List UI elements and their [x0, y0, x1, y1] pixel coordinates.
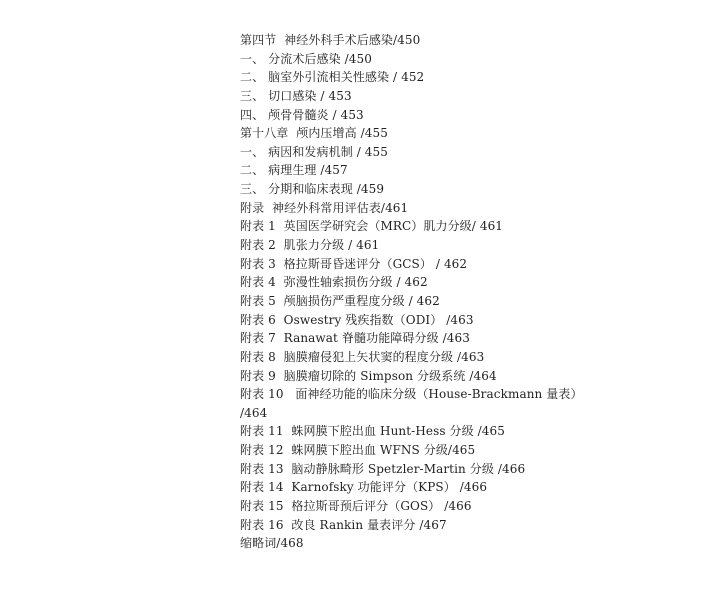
toc-appendix-table: 附表 8 脑膜瘤侵犯上矢状窦的程度分级 /463	[240, 349, 485, 364]
toc-appendix-table: 附表 14 Karnofsky 功能评分（KPS） /466	[240, 480, 488, 495]
toc-appendix-table: 附表 7 Ranawat 脊髓功能障碍分级 /463	[240, 331, 470, 346]
toc-appendix-table: 附表 4 弥漫性轴索损伤分级 / 462	[240, 275, 428, 290]
toc-appendix-table: 附表 12 蛛网膜下腔出血 WFNS 分级/465	[240, 443, 476, 458]
toc-abbreviations: 缩略词/468	[240, 536, 304, 551]
toc-appendix-table: 附表 15 格拉斯哥预后评分（GOS） /466	[240, 499, 472, 514]
toc-appendix-table: 附表 6 Oswestry 残疾指数（ODI） /463	[240, 312, 474, 327]
toc-chapter-heading: 第十八章 颅内压增高 /455	[240, 126, 388, 141]
toc-appendix-table: 附表 2 肌张力分级 / 461	[240, 238, 380, 253]
table-of-contents	[240, 31, 700, 553]
toc-appendix-table: 附表 5 颅脑损伤严重程度分级 / 462	[240, 293, 440, 308]
toc-item: 三、 切口感染 / 453	[240, 88, 352, 103]
toc-appendix-table: 附表 16 改良 Rankin 量表评分 /467	[240, 517, 447, 532]
toc-appendix-table: 附表 13 脑动静脉畸形 Spetzler-Martin 分级 /466	[240, 461, 526, 476]
toc-appendix-table: 附表 1 英国医学研究会（MRC）肌力分级/ 461	[240, 219, 504, 234]
toc-item: 一、 病因和发病机制 / 455	[240, 144, 388, 159]
toc-item: 三、 分期和临床表现 /459	[240, 182, 385, 197]
toc-item: 四、 颅骨骨髓炎 / 453	[240, 107, 364, 122]
toc-section-heading: 第四节 神经外科手术后感染/450	[240, 33, 421, 47]
toc-item: 二、 脑室外引流相关性感染 / 452	[240, 70, 425, 85]
toc-appendix-table: 附表 9 脑膜瘤切除的 Simpson 分级系统 /464	[240, 368, 497, 383]
toc-page-continuation: /464	[240, 405, 268, 420]
toc-appendix-table: 附表 3 格拉斯哥昏迷评分（GCS） / 462	[240, 256, 468, 271]
toc-appendix-table: 附表 11 蛛网膜下腔出血 Hunt-Hess 分级 /465	[240, 424, 505, 439]
toc-item: 一、 分流术后感染 /450	[240, 51, 372, 66]
toc-item: 二、 病理生理 /457	[240, 163, 348, 178]
toc-appendix-heading: 附录 神经外科常用评估表/461	[240, 200, 409, 215]
toc-appendix-table: 附表 10 面神经功能的临床分级（House-Brackmann 量表）	[240, 387, 583, 402]
